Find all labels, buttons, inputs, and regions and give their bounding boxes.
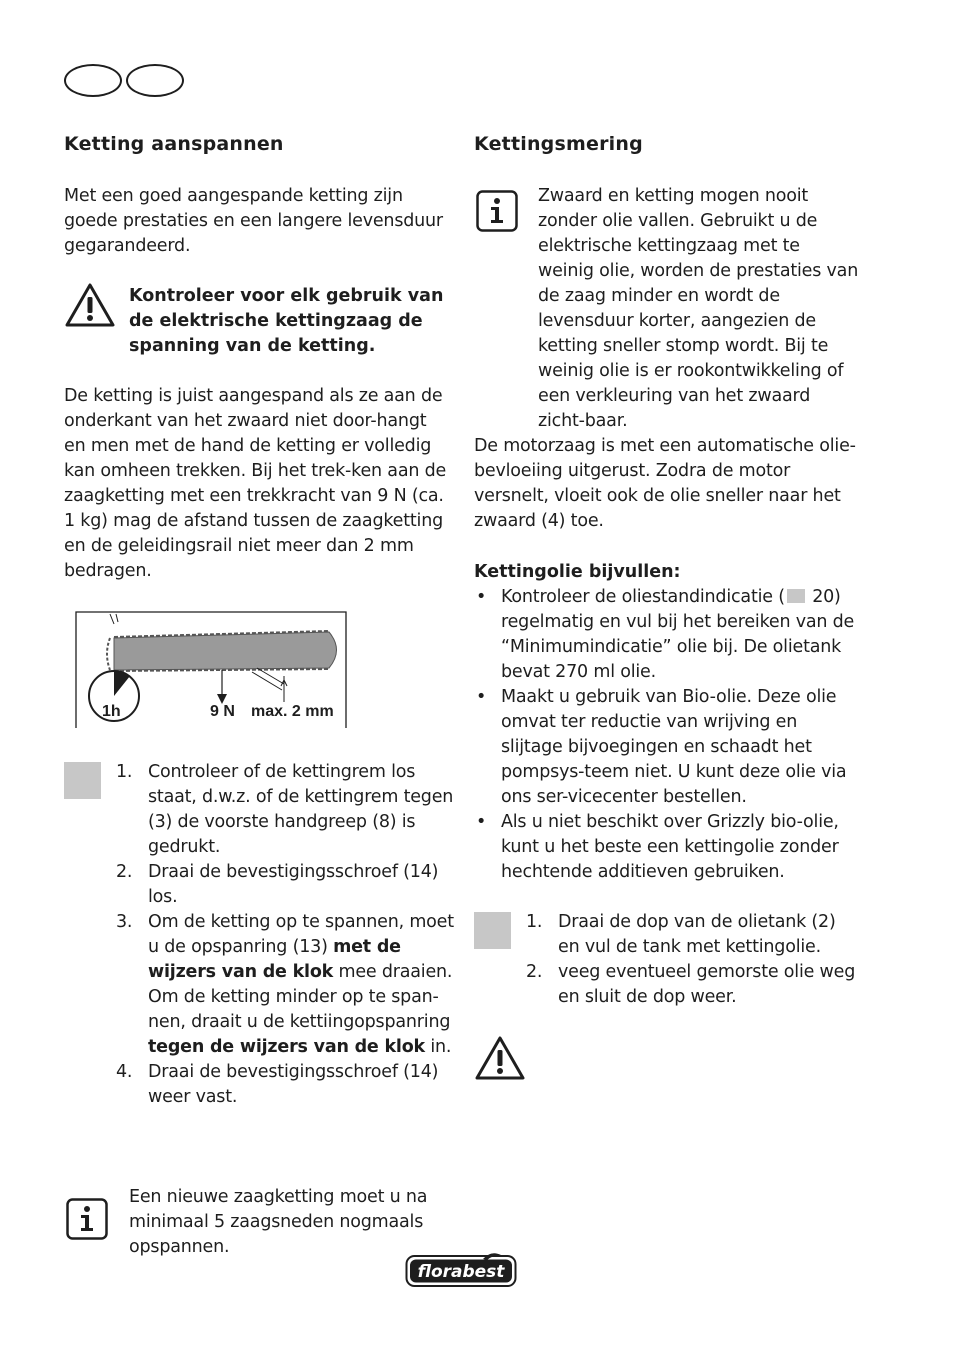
logo-text: florabest <box>417 1262 505 1282</box>
tension-description: De ketting is juist aangespand als ze aan de onderkant van het zwaard niet door-hangt en men met de hand de ketting er volledig kan omheen trekken. Bij het trek-ken aan de zaagketting met een trekkracht van 9 N (ca. 1 kg) mag de afstand tussen de zaagketting en de geleidingsrail niet meer dan 2 mm bedragen. <box>64 386 447 581</box>
info-text-left: Een nieuwe zaagketting moet u na minimaal 5 zaagsneden nogmaals opspannen. <box>129 1187 428 1257</box>
oil-steps-list <box>526 910 856 1010</box>
list-item: 1. Controleer of de kettingrem los staat, d.w.z. of de kettingrem tegen (3) de voorste handgreep (8) is gedrukt. <box>116 762 454 857</box>
info-icon <box>476 190 518 232</box>
list-item: 4. Draai de bevestigingsschroef (14) weer vast. <box>116 1062 439 1107</box>
list-item: • Maakt u gebruik van Bio-olie. Deze olie omvat ter reductie van wrijving en slijtage bijvoegingen en schaadt het pompsys-teem niet. U kunt deze olie via ons ser-vicecenter bestellen. <box>474 685 860 810</box>
action-marker-icon <box>64 762 101 799</box>
warning-icon <box>64 282 116 328</box>
list-item: • Als u niet beschikt over Grizzly bio-olie, kunt u het beste een kettingolie zonder hechtende additieven gebruiken. <box>474 810 860 885</box>
section-heading-ketting-aanspannen: Ketting aanspannen <box>64 133 284 155</box>
language-badges <box>64 64 188 97</box>
action-marker-icon <box>474 912 511 949</box>
info-text-right: Zwaard en ketting mogen nooit zonder olie vallen. Gebruikt u de elektrische kettingzaag met te weinig olie, worden de prestaties van de zaag minder en wordt de levensduur korter, aangezien de ketting sneller stomp wordt. Bij te weinig olie is er rookontwikkeling of een verkleuring van het zwaard zicht-baar. <box>538 186 859 431</box>
oil-bullet-list <box>474 585 860 885</box>
list-item: 2. veeg eventueel gemorste olie weg en sluit de dop weer. <box>526 962 856 1007</box>
tension-steps-list <box>116 760 456 1110</box>
figure-label-gap: max. 2 mm <box>251 703 334 720</box>
florabest-logo <box>405 1252 517 1288</box>
intro-paragraph: Met een goed aangespande ketting zijn goede prestaties en een langere levensduur gegarandeerd. <box>64 186 443 256</box>
warning-icon <box>474 1035 526 1081</box>
list-item: • Kontroleer de oliestandindicatie ( 20) regelmatig en vul bij het bereiken van de “Minimumindicatie” olie bij. De olietank bevat 270 ml olie. <box>474 585 860 685</box>
language-badge <box>126 64 184 97</box>
info-icon <box>66 1198 108 1240</box>
subheading-kettingolie: Kettingolie bijvullen: <box>474 562 681 582</box>
section-heading-kettingsmering: Kettingsmering <box>474 133 643 155</box>
list-item: 3. Om de ketting op te spannen, moet u de opspanring (13) met de wijzers van de klok mee draaien. Om de ketting minder op te span-nen, draait u de kettiingopspanring tegen de wijzers van de klok in. <box>116 912 454 1057</box>
language-badge <box>64 64 122 97</box>
list-item: 2. Draai de bevestigingsschroef (14) los. <box>116 862 439 907</box>
oil-system-paragraph: De motorzaag is met een automatische olie-bevloeiing uitgerust. Zodra de motor versnelt, vloeit ook de olie sneller naar het zwaard (4) toe. <box>474 436 856 531</box>
warning-text: Kontroleer voor elk gebruik van de elektrische kettingzaag de spanning van de ketting. <box>129 286 444 356</box>
figure-reference-icon <box>787 589 805 603</box>
list-item: 1. Draai de dop van de olietank (2) en vul de tank met kettingolie. <box>526 912 836 957</box>
chain-tension-figure <box>74 610 354 728</box>
figure-label-force: 9 N <box>210 703 235 720</box>
figure-label-time: 1h <box>102 703 121 720</box>
